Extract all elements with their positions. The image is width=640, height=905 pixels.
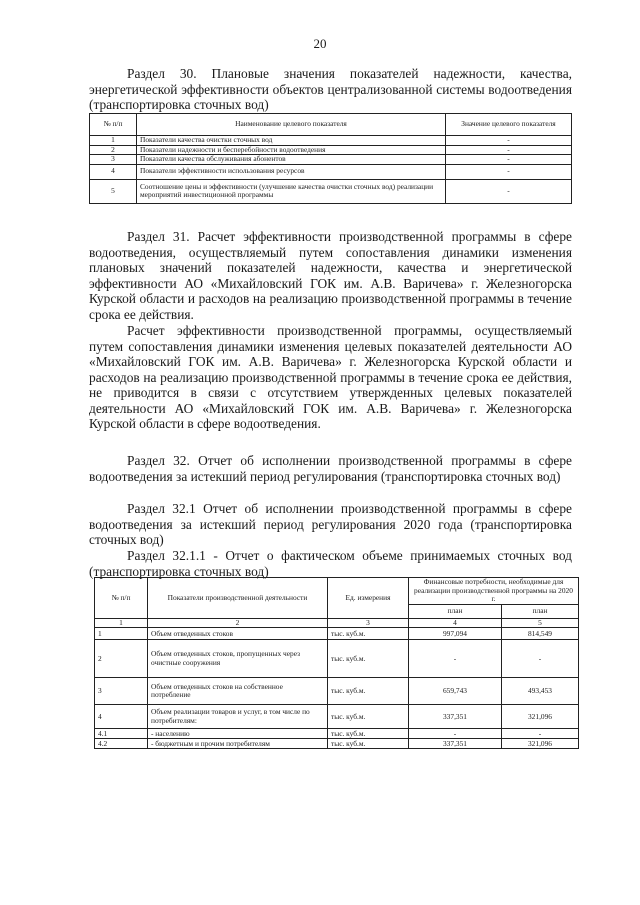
table-row [90, 179, 572, 203]
cell-number: 4.2 [95, 739, 148, 749]
cell-value: - [446, 179, 572, 203]
table-row [95, 729, 579, 739]
section-32-heading: Раздел 32. Отчет об исполнении производственной программы в сфере водоотведения за истекший период регулирования (транспортировка сточных вод) [89, 453, 572, 484]
cell-indicator: Показатели эффективности использования ресурсов [137, 164, 446, 179]
production-report-table [94, 577, 579, 749]
cell-number: 4 [95, 705, 148, 729]
table-row [95, 678, 579, 705]
cell-indicator: - населению [148, 729, 328, 739]
col-header-indicator: Наименование целевого показателя [137, 114, 446, 136]
table-row [95, 739, 579, 749]
section-32-1-heading: Раздел 32.1 Отчет об исполнении производственной программы в сфере водоотведения за истекший период регулирования 2020 года (транспортировка сточных вод) [89, 501, 572, 547]
col-header-unit: Ед. измерения [328, 578, 409, 619]
table-row [90, 155, 572, 165]
cell-plan-1: - [409, 640, 502, 678]
cell-number: 4 [90, 164, 137, 179]
cell-number: 2 [95, 640, 148, 678]
col-header-number: № п/п [90, 114, 137, 136]
col-header-financial-needs: Финансовые потребности, необходимые для реализации производственной программы на 2020 г. [409, 578, 579, 605]
table-row [95, 705, 579, 729]
cell-plan-2: - [502, 729, 579, 739]
cell-number: 4.1 [95, 729, 148, 739]
cell-number: 1 [95, 628, 148, 640]
section-31-paragraph-2: Расчет эффективности производственной программы, осуществляемый путем сопоставления динамики изменения целевых показателей деятельности АО «Михайловский ГОК им. А.В. Варичева» г. Железногорска Курской области и расходов на реализацию производственной программы в течение срока ее действия, не приводится в связи с отсутствием утвержденных целевых показателей деятельности АО «Михайловский ГОК им. А.В. Варичева» г. Железногорска Курской области в сфере водоотведения. [89, 323, 572, 431]
col-header-plan-2: план [502, 604, 579, 618]
cell-plan-1: 337,351 [409, 739, 502, 749]
cell-number: 3 [95, 678, 148, 705]
cell-plan-1: - [409, 729, 502, 739]
cell-indicator: Показатели качества обслуживания абонентов [137, 155, 446, 165]
target-indicators-table [89, 113, 572, 204]
col-header-number: № п/п [95, 578, 148, 619]
cell-indicator: - бюджетным и прочим потребителям [148, 739, 328, 749]
cell-indicator: Соотношение цены и эффективности (улучшение качества очистки сточных вод) реализации мероприятий инвестиционной программы [137, 179, 446, 203]
cell-plan-2: 493,453 [502, 678, 579, 705]
col-header-value: Значение целевого показателя [446, 114, 572, 136]
column-index: 4 [409, 618, 502, 628]
cell-indicator: Показатели надежности и бесперебойности водоотведения [137, 145, 446, 155]
col-header-plan-1: план [409, 604, 502, 618]
cell-value: - [446, 136, 572, 146]
column-index: 1 [95, 618, 148, 628]
cell-plan-2: 321,096 [502, 705, 579, 729]
table-row [95, 628, 579, 640]
cell-number: 2 [90, 145, 137, 155]
cell-indicator: Объем отведенных стоков на собственное потребление [148, 678, 328, 705]
page-number: 20 [313, 36, 327, 51]
cell-plan-1: 997,094 [409, 628, 502, 640]
table-row [95, 640, 579, 678]
table-row [90, 164, 572, 179]
col-header-indicator: Показатели производственной деятельности [148, 578, 328, 619]
cell-plan-2: 814,549 [502, 628, 579, 640]
cell-indicator: Объем отведенных стоков [148, 628, 328, 640]
section-31-paragraph-1: Раздел 31. Расчет эффективности производственной программы в сфере водоотведения, осуществляемый путем сопоставления динамики изменения плановых значений показателей надежности, качества и энергетической эффективности АО «Михайловский ГОК им. А.В. Варичева» г. Железногорска Курской области и расходов на реализацию производственной программы в течение срока ее действия. [89, 229, 572, 322]
cell-unit: тыс. куб.м. [328, 705, 409, 729]
column-index: 5 [502, 618, 579, 628]
cell-indicator: Объем реализации товаров и услуг, в том числе по потребителям: [148, 705, 328, 729]
cell-plan-2: 321,096 [502, 739, 579, 749]
cell-plan-1: 659,743 [409, 678, 502, 705]
section-32-1-1-heading: Раздел 32.1.1 - Отчет о фактическом объеме принимаемых сточных вод (транспортировка сточных вод) [89, 548, 572, 579]
cell-number: 3 [90, 155, 137, 165]
section-30-heading: Раздел 30. Плановые значения показателей надежности, качества, энергетической эффективности объектов централизованной системы водоотведения (транспортировка сточных вод) [89, 66, 572, 112]
cell-value: - [446, 164, 572, 179]
table-row [90, 136, 572, 146]
column-index: 3 [328, 618, 409, 628]
cell-unit: тыс. куб.м. [328, 739, 409, 749]
cell-unit: тыс. куб.м. [328, 678, 409, 705]
cell-unit: тыс. куб.м. [328, 640, 409, 678]
column-index: 2 [148, 618, 328, 628]
cell-plan-1: 337,351 [409, 705, 502, 729]
cell-number: 5 [90, 179, 137, 203]
cell-value: - [446, 145, 572, 155]
cell-indicator: Объем отведенных стоков, пропущенных через очистные сооружения [148, 640, 328, 678]
cell-value: - [446, 155, 572, 165]
cell-indicator: Показатели качества очистки сточных вод [137, 136, 446, 146]
cell-unit: тыс. куб.м. [328, 628, 409, 640]
cell-plan-2: - [502, 640, 579, 678]
column-index-row [95, 618, 579, 628]
cell-number: 1 [90, 136, 137, 146]
cell-unit: тыс. куб.м. [328, 729, 409, 739]
